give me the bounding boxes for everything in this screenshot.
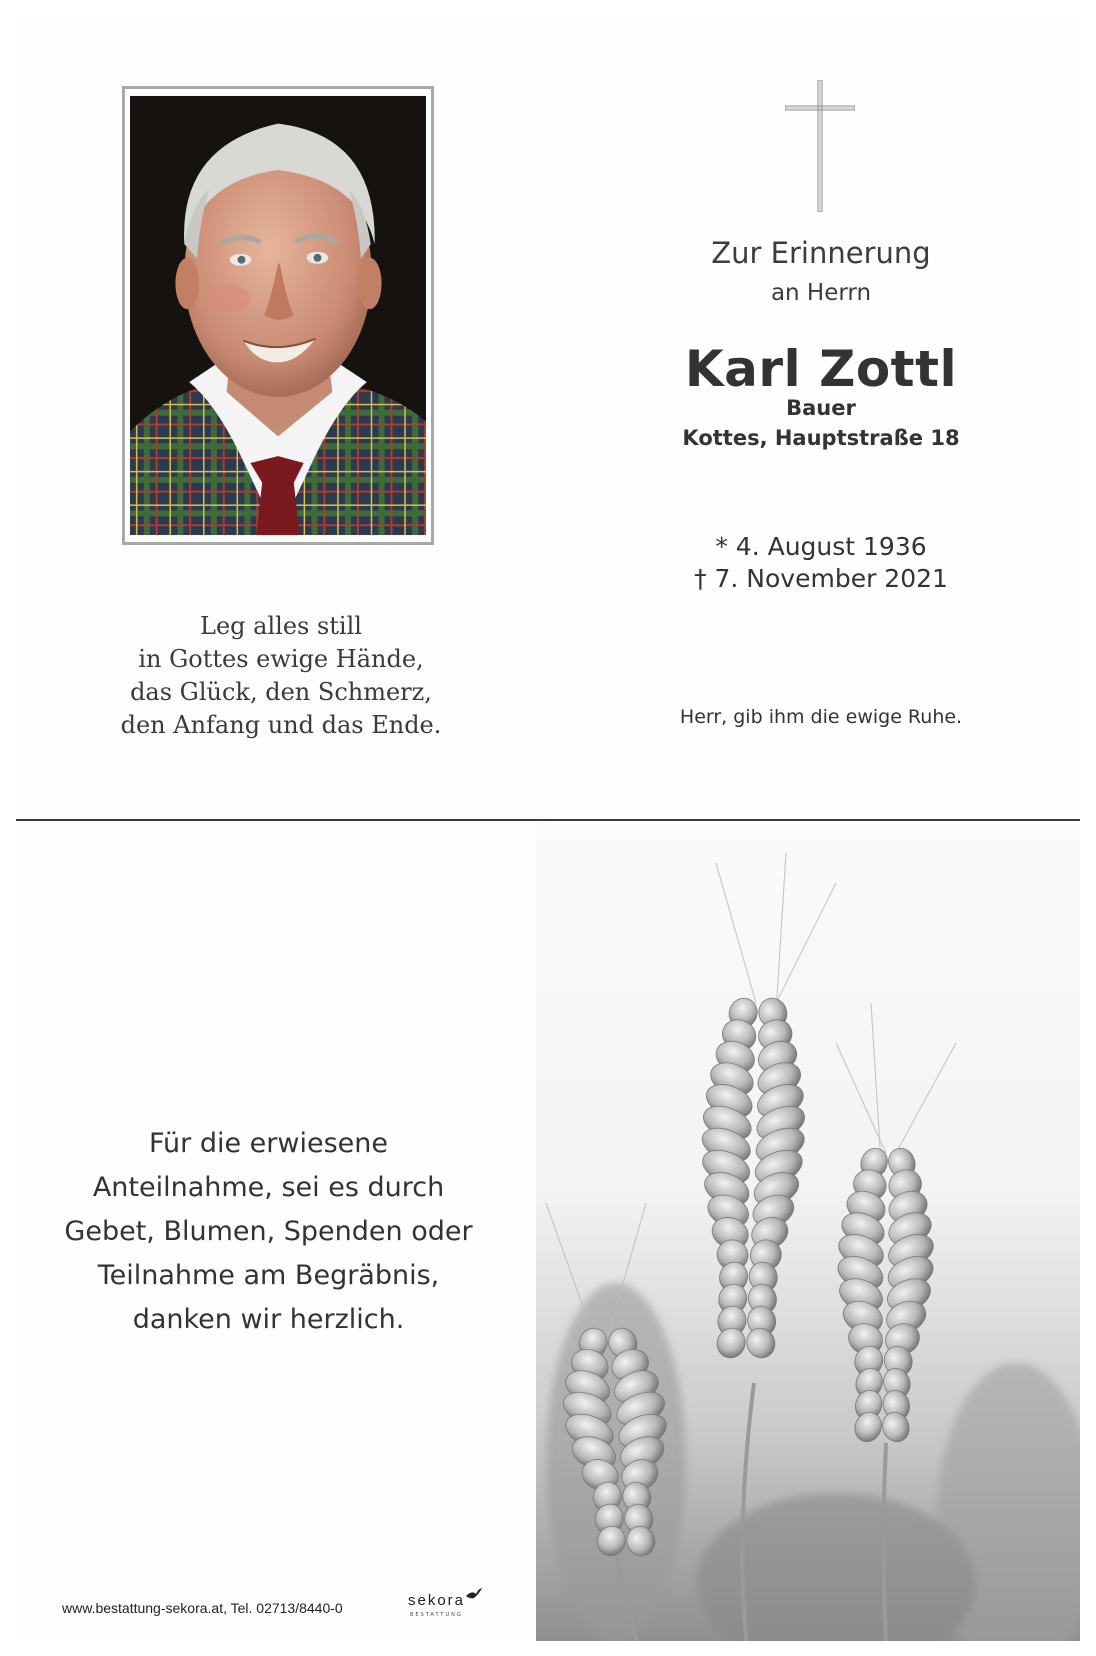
death-date: † 7. November 2021: [694, 564, 948, 593]
thanks-line: Anteilnahme, sei es durch: [92, 1172, 445, 1203]
portrait-frame: [122, 86, 434, 545]
thanks-line: Teilnahme am Begräbnis,: [97, 1260, 440, 1291]
verse-line: in Gottes ewige Hände,: [138, 645, 424, 673]
funeral-home-logo-subtitle: BESTATTUNG: [410, 1612, 463, 1618]
wheat-image: [536, 823, 1080, 1641]
thanks-line: Gebet, Blumen, Spenden oder: [64, 1216, 473, 1247]
fold-line: [16, 819, 1080, 821]
cross-icon: [785, 80, 855, 212]
thanks-line: danken wir herzlich.: [132, 1304, 405, 1335]
funeral-home-logo: sekora: [408, 1592, 466, 1609]
memorial-verse: [16, 610, 546, 742]
funeral-home-contact: www.bestattung-sekora.at, Tel. 02713/8440-0: [62, 1600, 343, 1616]
thanks-line: Für die erwiesene: [149, 1128, 388, 1159]
birth-date: * 4. August 1936: [715, 532, 927, 561]
address: Kottes, Hauptstraße 18: [682, 426, 960, 450]
thanks-message: [16, 1122, 521, 1342]
occupation: Bauer: [786, 396, 856, 420]
wheat-photo: [536, 823, 1080, 1641]
verse-line: den Anfang und das Ende.: [120, 711, 442, 739]
intro-heading: Zur Erinnerung: [711, 236, 931, 270]
salutation: an Herrn: [770, 280, 872, 306]
bird-icon: [466, 1588, 482, 1600]
verse-line: Leg alles still: [200, 612, 362, 640]
prayer-line: Herr, gib ihm die ewige Ruhe.: [679, 706, 963, 728]
verse-line: das Glück, den Schmerz,: [130, 678, 432, 706]
deceased-name: Karl Zottl: [684, 340, 958, 398]
portrait-photo: [130, 94, 426, 537]
